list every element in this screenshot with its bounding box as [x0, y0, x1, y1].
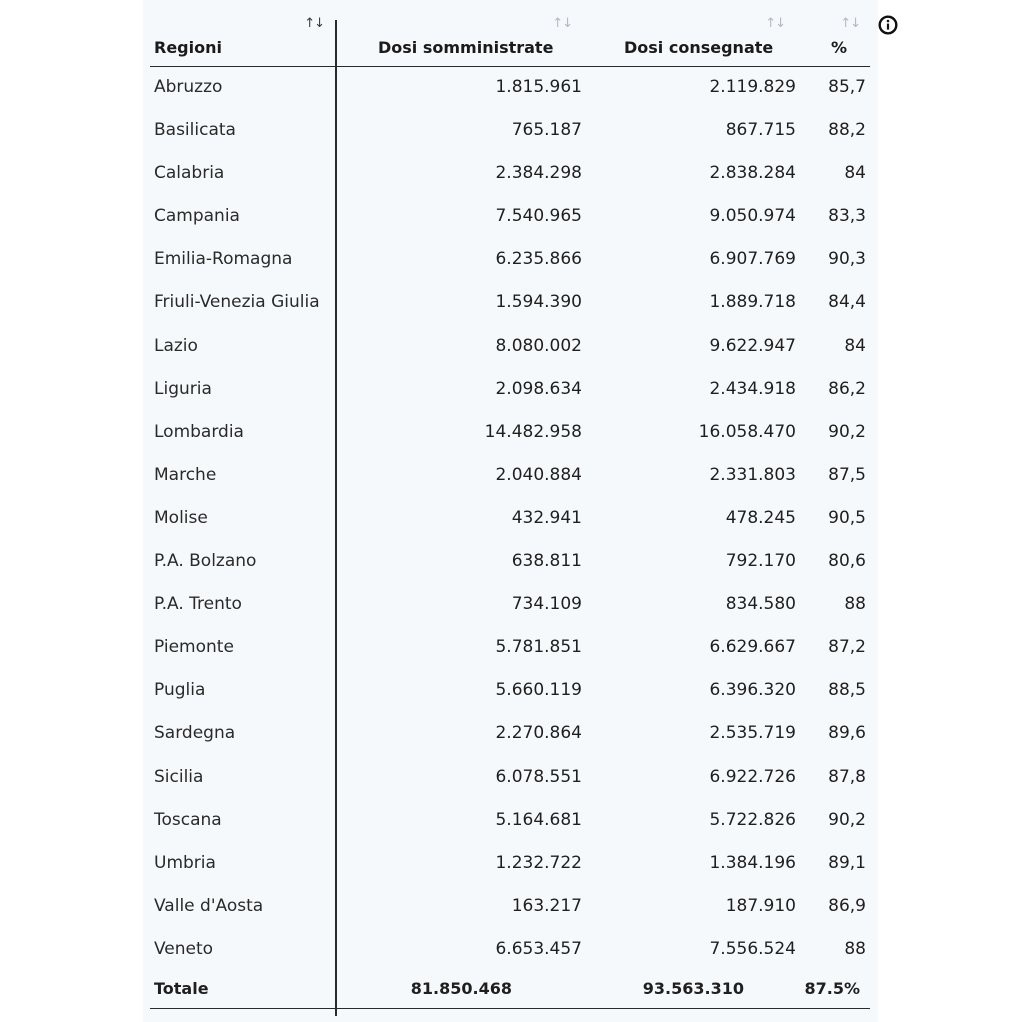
- region-cell: Umbria: [154, 852, 216, 873]
- delivered-cell: 9.050.974: [709, 206, 796, 227]
- administered-cell: 734.109: [511, 594, 582, 615]
- administered-cell: 2.098.634: [495, 378, 582, 399]
- column-header-dosi-consegnate[interactable]: [590, 14, 803, 66]
- delivered-cell: 1.384.196: [709, 852, 796, 873]
- region-cell: Abruzzo: [154, 77, 223, 97]
- region-cell: Piemonte: [154, 637, 234, 658]
- percent-cell: 84,4: [828, 292, 866, 313]
- region-cell: Friuli-Venezia Giulia: [154, 292, 320, 313]
- table-row: [150, 757, 870, 800]
- region-cell: Sardegna: [154, 723, 236, 744]
- percent-cell: 86,2: [828, 378, 866, 399]
- percent-cell: 89,1: [828, 852, 866, 873]
- delivered-cell: 5.722.826: [709, 809, 796, 830]
- administered-cell: 14.482.958: [484, 421, 582, 442]
- administered-cell: 8.080.002: [495, 335, 582, 356]
- table-row: [150, 929, 870, 972]
- table-row: [150, 282, 870, 325]
- administered-cell: 1.232.722: [495, 852, 582, 873]
- column-header-regioni[interactable]: [150, 14, 336, 66]
- administered-cell: 5.164.681: [495, 809, 582, 830]
- administered-cell: 638.811: [511, 551, 582, 572]
- column-divider: [335, 20, 337, 1016]
- column-header-label: %: [831, 38, 848, 57]
- delivered-cell: 834.580: [725, 594, 796, 615]
- total-administered: 81.850.468: [410, 978, 512, 998]
- table-row: [150, 239, 870, 282]
- table-row: [150, 800, 870, 843]
- region-cell: Marche: [154, 464, 217, 485]
- table-header: [150, 14, 870, 67]
- region-cell: Basilicata: [154, 120, 236, 141]
- administered-cell: 5.781.851: [495, 637, 582, 658]
- region-cell: Lazio: [154, 335, 198, 356]
- delivered-cell: 187.910: [725, 895, 796, 916]
- region-cell: Emilia-Romagna: [154, 249, 293, 270]
- percent-cell: 88,5: [828, 680, 866, 701]
- table-row: [150, 455, 870, 498]
- sort-arrows-icon[interactable]: ↑↓: [840, 16, 860, 31]
- region-cell: Calabria: [154, 163, 225, 184]
- delivered-cell: 6.629.667: [709, 637, 796, 658]
- delivered-cell: 792.170: [725, 551, 796, 572]
- total-percent: 87.5%: [804, 978, 860, 998]
- table-row: [150, 412, 870, 455]
- administered-cell: 163.217: [511, 895, 582, 916]
- administered-cell: 2.270.864: [495, 723, 582, 744]
- delivered-cell: 6.907.769: [709, 249, 796, 270]
- administered-cell: 432.941: [511, 507, 582, 528]
- delivered-cell: 6.396.320: [709, 680, 796, 701]
- table-total-row: [150, 972, 870, 1009]
- table-row: [150, 584, 870, 627]
- region-cell: Puglia: [154, 680, 206, 701]
- vaccine-doses-table: [150, 14, 870, 1009]
- table-body: [150, 67, 870, 972]
- percent-cell: 87,2: [828, 637, 866, 658]
- table-row: [150, 153, 870, 196]
- percent-cell: 88: [844, 938, 866, 959]
- percent-cell: 83,3: [828, 206, 866, 227]
- administered-cell: 2.384.298: [495, 163, 582, 184]
- region-cell: Liguria: [154, 378, 212, 399]
- table-row: [150, 369, 870, 412]
- sort-arrows-icon[interactable]: ↑↓: [765, 16, 785, 31]
- table-row: [150, 713, 870, 756]
- sort-arrows-icon[interactable]: ↑↓: [552, 16, 572, 31]
- table-row: [150, 326, 870, 369]
- region-cell: Lombardia: [154, 421, 244, 442]
- column-header-percent[interactable]: [803, 14, 870, 66]
- percent-cell: 90,5: [828, 507, 866, 528]
- region-cell: Toscana: [154, 809, 222, 830]
- percent-cell: 87,8: [828, 766, 866, 787]
- administered-cell: 6.653.457: [495, 938, 582, 959]
- administered-cell: 765.187: [511, 120, 582, 141]
- delivered-cell: 1.889.718: [709, 292, 796, 313]
- percent-cell: 90,3: [828, 249, 866, 270]
- percent-cell: 88,2: [828, 120, 866, 141]
- delivered-cell: 2.535.719: [709, 723, 796, 744]
- region-cell: Campania: [154, 206, 240, 227]
- delivered-cell: 16.058.470: [698, 421, 796, 442]
- table-row: [150, 627, 870, 670]
- region-cell: Valle d'Aosta: [154, 895, 264, 916]
- delivered-cell: 2.331.803: [709, 464, 796, 485]
- table-row: [150, 886, 870, 929]
- column-header-label: Dosi consegnate: [624, 38, 774, 57]
- table-row: [150, 498, 870, 541]
- percent-cell: 90,2: [828, 809, 866, 830]
- delivered-cell: 6.922.726: [709, 766, 796, 787]
- region-cell: P.A. Bolzano: [154, 551, 257, 572]
- administered-cell: 2.040.884: [495, 464, 582, 485]
- region-cell: P.A. Trento: [154, 594, 242, 615]
- administered-cell: 1.594.390: [495, 292, 582, 313]
- administered-cell: 1.815.961: [495, 77, 582, 97]
- delivered-cell: 2.434.918: [709, 378, 796, 399]
- administered-cell: 5.660.119: [495, 680, 582, 701]
- percent-cell: 89,6: [828, 723, 866, 744]
- table-row: [150, 670, 870, 713]
- percent-cell: 87,5: [828, 464, 866, 485]
- total-delivered: 93.563.310: [642, 978, 744, 998]
- administered-cell: 6.078.551: [495, 766, 582, 787]
- total-label: Totale: [154, 978, 209, 998]
- column-header-label: Regioni: [154, 38, 222, 57]
- table-row: [150, 67, 870, 110]
- column-header-label: Dosi somministrate: [378, 38, 554, 57]
- delivered-cell: 2.119.829: [709, 77, 796, 97]
- delivered-cell: 2.838.284: [709, 163, 796, 184]
- delivered-cell: 867.715: [725, 120, 796, 141]
- table-row: [150, 196, 870, 239]
- administered-cell: 6.235.866: [495, 249, 582, 270]
- percent-cell: 90,2: [828, 421, 866, 442]
- table-row: [150, 541, 870, 584]
- region-cell: Molise: [154, 507, 208, 528]
- region-cell: Sicilia: [154, 766, 204, 787]
- table-row: [150, 843, 870, 886]
- delivered-cell: 7.556.524: [709, 938, 796, 959]
- percent-cell: 84: [844, 335, 866, 356]
- percent-cell: 88: [844, 594, 866, 615]
- region-cell: Veneto: [154, 938, 214, 959]
- column-header-dosi-somministrate[interactable]: [336, 14, 590, 66]
- percent-cell: 84: [844, 163, 866, 184]
- table-row: [150, 110, 870, 153]
- percent-cell: 86,9: [828, 895, 866, 916]
- info-icon[interactable]: [878, 15, 898, 35]
- delivered-cell: 478.245: [725, 507, 796, 528]
- administered-cell: 7.540.965: [495, 206, 582, 227]
- percent-cell: 80,6: [828, 551, 866, 572]
- delivered-cell: 9.622.947: [709, 335, 796, 356]
- percent-cell: 85,7: [828, 77, 866, 97]
- sort-arrows-icon[interactable]: ↑↓: [304, 16, 324, 31]
